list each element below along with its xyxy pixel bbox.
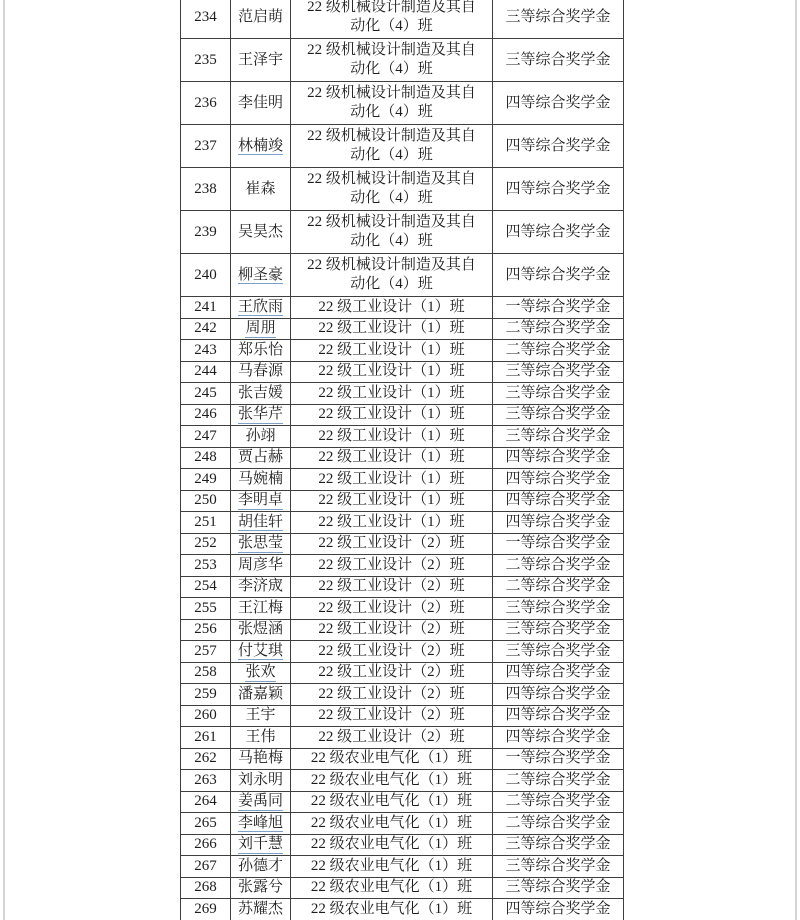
table-row: [181, 705, 624, 727]
student-name-cell: [231, 662, 291, 684]
row-number-cell: 239: [181, 211, 231, 254]
row-number-cell: 267: [181, 856, 231, 878]
award-cell: 三等综合奖学金: [493, 426, 624, 448]
row-number-cell: 254: [181, 576, 231, 598]
award-cell: 二等综合奖学金: [493, 576, 624, 598]
class-cell: [291, 705, 493, 727]
student-name-cell: [231, 447, 291, 469]
student-name-cell: [231, 641, 291, 663]
row-number-cell: 245: [181, 383, 231, 405]
student-name: 张华芹: [237, 406, 283, 423]
student-name: 刘永明: [237, 771, 283, 788]
student-name-cell: [231, 125, 291, 168]
student-name: 马春源: [237, 363, 283, 380]
class-cell: [291, 426, 493, 448]
class-name: 22 级工业设计（2）班: [318, 621, 465, 638]
student-name: 孙翊: [245, 427, 276, 444]
row-number-cell: 268: [181, 877, 231, 899]
class-name: 22 级机械设计制造及其自动化（4）班: [307, 42, 476, 77]
student-name: 张思莹: [237, 535, 283, 552]
class-cell: [291, 361, 493, 383]
table-row: [181, 770, 624, 792]
student-name-cell: [231, 82, 291, 125]
student-name-cell: [231, 748, 291, 770]
award-cell: 一等综合奖学金: [493, 533, 624, 555]
page-left-edge: [3, 0, 5, 920]
award-cell: 一等综合奖学金: [493, 297, 624, 319]
student-name: 李济宬: [237, 578, 283, 595]
student-name-cell: [231, 533, 291, 555]
class-name: 22 级工业设计（1）班: [318, 449, 465, 466]
class-cell: [291, 576, 493, 598]
table-row: [181, 361, 624, 383]
class-name: 22 级工业设计（2）班: [318, 642, 465, 659]
class-cell: [291, 748, 493, 770]
row-number-cell: 244: [181, 361, 231, 383]
row-number-cell: 237: [181, 125, 231, 168]
student-name-cell: [231, 512, 291, 534]
student-name: 李佳明: [237, 94, 283, 111]
class-cell: [291, 834, 493, 856]
table-row: [181, 82, 624, 125]
table-row: [181, 576, 624, 598]
award-cell: 三等综合奖学金: [493, 383, 624, 405]
class-cell: [291, 619, 493, 641]
class-cell: [291, 490, 493, 512]
student-name: 王欣雨: [237, 298, 283, 315]
student-name-cell: [231, 361, 291, 383]
class-name: 22 级工业设计（1）班: [318, 298, 465, 315]
student-name: 林楠竣: [237, 137, 283, 154]
student-name: 李明卓: [237, 492, 283, 509]
table-row: [181, 899, 624, 920]
student-name-cell: [231, 0, 291, 39]
award-cell: 四等综合奖学金: [493, 899, 624, 920]
award-cell: 四等综合奖学金: [493, 705, 624, 727]
student-name-cell: [231, 856, 291, 878]
table-row: [181, 791, 624, 813]
class-name: 22 级机械设计制造及其自动化（4）班: [307, 171, 476, 206]
student-name-cell: [231, 426, 291, 448]
award-cell: 三等综合奖学金: [493, 404, 624, 426]
class-cell: [291, 383, 493, 405]
award-cell: 四等综合奖学金: [493, 447, 624, 469]
class-name: 22 级机械设计制造及其自动化（4）班: [307, 128, 476, 163]
class-name: 22 级工业设计（1）班: [318, 384, 465, 401]
table-row: [181, 856, 624, 878]
table-row: [181, 39, 624, 82]
student-name: 崔森: [245, 180, 276, 197]
student-name: 柳圣豪: [237, 266, 283, 283]
student-name-cell: [231, 598, 291, 620]
row-number-cell: 258: [181, 662, 231, 684]
award-cell: 四等综合奖学金: [493, 490, 624, 512]
row-number-cell: 252: [181, 533, 231, 555]
row-number-cell: 253: [181, 555, 231, 577]
class-cell: [291, 899, 493, 920]
class-name: 22 级工业设计（2）班: [318, 707, 465, 724]
award-cell: 四等综合奖学金: [493, 512, 624, 534]
class-name: 22 级工业设计（2）班: [318, 685, 465, 702]
row-number-cell: 259: [181, 684, 231, 706]
class-cell: [291, 0, 493, 39]
table-row: [181, 748, 624, 770]
student-name-cell: [231, 383, 291, 405]
class-cell: [291, 512, 493, 534]
class-name: 22 级农业电气化（1）班: [310, 771, 473, 788]
class-name: 22 级工业设计（1）班: [318, 320, 465, 337]
award-cell: 二等综合奖学金: [493, 791, 624, 813]
student-name-cell: [231, 619, 291, 641]
row-number-cell: 242: [181, 318, 231, 340]
class-name: 22 级工业设计（1）班: [318, 492, 465, 509]
class-cell: [291, 791, 493, 813]
award-cell: 四等综合奖学金: [493, 469, 624, 491]
class-name: 22 级工业设计（1）班: [318, 470, 465, 487]
table-row: [181, 0, 624, 39]
class-name: 22 级农业电气化（1）班: [310, 900, 473, 917]
table-row: [181, 834, 624, 856]
class-cell: [291, 662, 493, 684]
row-number-cell: 249: [181, 469, 231, 491]
row-number-cell: 260: [181, 705, 231, 727]
student-name: 付艾琪: [237, 642, 283, 659]
table-row: [181, 533, 624, 555]
student-name-cell: [231, 576, 291, 598]
row-number-cell: 269: [181, 899, 231, 920]
table-row: [181, 641, 624, 663]
class-cell: [291, 641, 493, 663]
class-name: 22 级机械设计制造及其自动化（4）班: [307, 0, 476, 34]
student-name: 王伟: [245, 728, 276, 745]
class-cell: [291, 533, 493, 555]
award-cell: 四等综合奖学金: [493, 82, 624, 125]
award-cell: 三等综合奖学金: [493, 856, 624, 878]
table-row: [181, 813, 624, 835]
page-right-edge: [795, 0, 797, 920]
student-name-cell: [231, 791, 291, 813]
class-name: 22 级机械设计制造及其自动化（4）班: [307, 257, 476, 292]
table-row: [181, 404, 624, 426]
student-name: 王泽宇: [237, 51, 283, 68]
award-cell: 四等综合奖学金: [493, 168, 624, 211]
class-cell: [291, 297, 493, 319]
row-number-cell: 265: [181, 813, 231, 835]
student-name: 马婉楠: [237, 470, 283, 487]
table-row: [181, 662, 624, 684]
student-name: 姜禹同: [237, 793, 283, 810]
class-cell: [291, 770, 493, 792]
student-name: 潘嘉颖: [237, 685, 283, 702]
scholarship-table: [180, 0, 624, 920]
student-name-cell: [231, 168, 291, 211]
table-row: [181, 426, 624, 448]
student-name: 吴昊杰: [237, 223, 283, 240]
class-cell: [291, 125, 493, 168]
student-name: 贾占赫: [237, 449, 283, 466]
student-name-cell: [231, 297, 291, 319]
award-cell: 四等综合奖学金: [493, 684, 624, 706]
class-name: 22 级工业设计（1）班: [318, 363, 465, 380]
row-number-cell: 246: [181, 404, 231, 426]
row-number-cell: 243: [181, 340, 231, 362]
award-cell: 三等综合奖学金: [493, 834, 624, 856]
row-number-cell: 234: [181, 0, 231, 39]
table-row: [181, 619, 624, 641]
table-row: [181, 555, 624, 577]
class-cell: [291, 684, 493, 706]
row-number-cell: 235: [181, 39, 231, 82]
award-cell: 四等综合奖学金: [493, 662, 624, 684]
student-name: 张露兮: [237, 879, 283, 896]
class-name: 22 级工业设计（2）班: [318, 728, 465, 745]
row-number-cell: 248: [181, 447, 231, 469]
class-name: 22 级农业电气化（1）班: [310, 750, 473, 767]
class-cell: [291, 318, 493, 340]
student-name: 胡佳轩: [237, 513, 283, 530]
class-name: 22 级工业设计（1）班: [318, 427, 465, 444]
class-name: 22 级农业电气化（1）班: [310, 836, 473, 853]
student-name: 马艳梅: [237, 750, 283, 767]
class-cell: [291, 254, 493, 297]
student-name-cell: [231, 770, 291, 792]
row-number-cell: 241: [181, 297, 231, 319]
class-cell: [291, 447, 493, 469]
student-name-cell: [231, 404, 291, 426]
award-cell: 四等综合奖学金: [493, 727, 624, 749]
table-row: [181, 877, 624, 899]
student-name-cell: [231, 340, 291, 362]
student-name: 孙德才: [237, 857, 283, 874]
award-cell: 二等综合奖学金: [493, 318, 624, 340]
table-row: [181, 340, 624, 362]
table-row: [181, 684, 624, 706]
award-cell: 二等综合奖学金: [493, 340, 624, 362]
class-name: 22 级工业设计（1）班: [318, 406, 465, 423]
class-cell: [291, 82, 493, 125]
class-cell: [291, 39, 493, 82]
award-cell: 三等综合奖学金: [493, 641, 624, 663]
student-name: 李峰旭: [237, 814, 283, 831]
class-cell: [291, 469, 493, 491]
class-name: 22 级工业设计（2）班: [318, 535, 465, 552]
student-name-cell: [231, 211, 291, 254]
scholarship-roster-table: [180, 0, 624, 920]
row-number-cell: 257: [181, 641, 231, 663]
award-cell: 三等综合奖学金: [493, 0, 624, 39]
award-cell: 三等综合奖学金: [493, 598, 624, 620]
student-name-cell: [231, 318, 291, 340]
student-name-cell: [231, 490, 291, 512]
class-name: 22 级工业设计（2）班: [318, 578, 465, 595]
class-cell: [291, 598, 493, 620]
class-cell: [291, 211, 493, 254]
student-name-cell: [231, 254, 291, 297]
award-cell: 三等综合奖学金: [493, 361, 624, 383]
class-cell: [291, 404, 493, 426]
award-cell: 四等综合奖学金: [493, 211, 624, 254]
table-row: [181, 727, 624, 749]
row-number-cell: 240: [181, 254, 231, 297]
class-name: 22 级工业设计（2）班: [318, 556, 465, 573]
student-name-cell: [231, 899, 291, 920]
class-cell: [291, 340, 493, 362]
class-cell: [291, 813, 493, 835]
student-name-cell: [231, 684, 291, 706]
table-row: [181, 254, 624, 297]
award-cell: 三等综合奖学金: [493, 39, 624, 82]
class-cell: [291, 555, 493, 577]
student-name: 范启萌: [237, 8, 283, 25]
student-name-cell: [231, 834, 291, 856]
class-name: 22 级工业设计（1）班: [318, 513, 465, 530]
row-number-cell: 263: [181, 770, 231, 792]
student-name-cell: [231, 555, 291, 577]
class-cell: [291, 168, 493, 211]
student-name: 张煜涵: [237, 621, 283, 638]
student-name: 张吉媛: [237, 384, 283, 401]
table-row: [181, 318, 624, 340]
student-name: 周朋: [245, 320, 276, 337]
class-cell: [291, 877, 493, 899]
row-number-cell: 266: [181, 834, 231, 856]
row-number-cell: 250: [181, 490, 231, 512]
row-number-cell: 255: [181, 598, 231, 620]
row-number-cell: 261: [181, 727, 231, 749]
student-name: 王江梅: [237, 599, 283, 616]
class-name: 22 级农业电气化（1）班: [310, 793, 473, 810]
student-name: 苏耀杰: [237, 900, 283, 917]
student-name-cell: [231, 727, 291, 749]
class-name: 22 级农业电气化（1）班: [310, 857, 473, 874]
student-name: 张欢: [245, 664, 276, 681]
table-row: [181, 598, 624, 620]
table-row: [181, 125, 624, 168]
award-cell: 二等综合奖学金: [493, 555, 624, 577]
row-number-cell: 256: [181, 619, 231, 641]
class-name: 22 级机械设计制造及其自动化（4）班: [307, 85, 476, 120]
row-number-cell: 264: [181, 791, 231, 813]
class-cell: [291, 727, 493, 749]
row-number-cell: 236: [181, 82, 231, 125]
table-row: [181, 211, 624, 254]
table-row: [181, 469, 624, 491]
class-cell: [291, 856, 493, 878]
award-cell: 三等综合奖学金: [493, 619, 624, 641]
table-row: [181, 490, 624, 512]
class-name: 22 级农业电气化（1）班: [310, 879, 473, 896]
student-name-cell: [231, 877, 291, 899]
award-cell: 四等综合奖学金: [493, 254, 624, 297]
student-name: 郑乐怡: [237, 341, 283, 358]
class-name: 22 级工业设计（2）班: [318, 599, 465, 616]
student-name-cell: [231, 469, 291, 491]
table-row: [181, 297, 624, 319]
row-number-cell: 251: [181, 512, 231, 534]
class-name: 22 级工业设计（2）班: [318, 664, 465, 681]
row-number-cell: 262: [181, 748, 231, 770]
student-name: 周彦华: [237, 556, 283, 573]
student-name: 刘千慧: [237, 836, 283, 853]
class-name: 22 级工业设计（1）班: [318, 341, 465, 358]
class-name: 22 级农业电气化（1）班: [310, 814, 473, 831]
table-row: [181, 383, 624, 405]
student-name-cell: [231, 813, 291, 835]
student-name: 王宇: [245, 707, 276, 724]
award-cell: 三等综合奖学金: [493, 877, 624, 899]
table-row: [181, 512, 624, 534]
student-name-cell: [231, 39, 291, 82]
award-cell: 四等综合奖学金: [493, 125, 624, 168]
row-number-cell: 247: [181, 426, 231, 448]
row-number-cell: 238: [181, 168, 231, 211]
award-cell: 二等综合奖学金: [493, 813, 624, 835]
award-cell: 二等综合奖学金: [493, 770, 624, 792]
table-row: [181, 447, 624, 469]
class-name: 22 级机械设计制造及其自动化（4）班: [307, 214, 476, 249]
award-cell: 一等综合奖学金: [493, 748, 624, 770]
table-row: [181, 168, 624, 211]
student-name-cell: [231, 705, 291, 727]
